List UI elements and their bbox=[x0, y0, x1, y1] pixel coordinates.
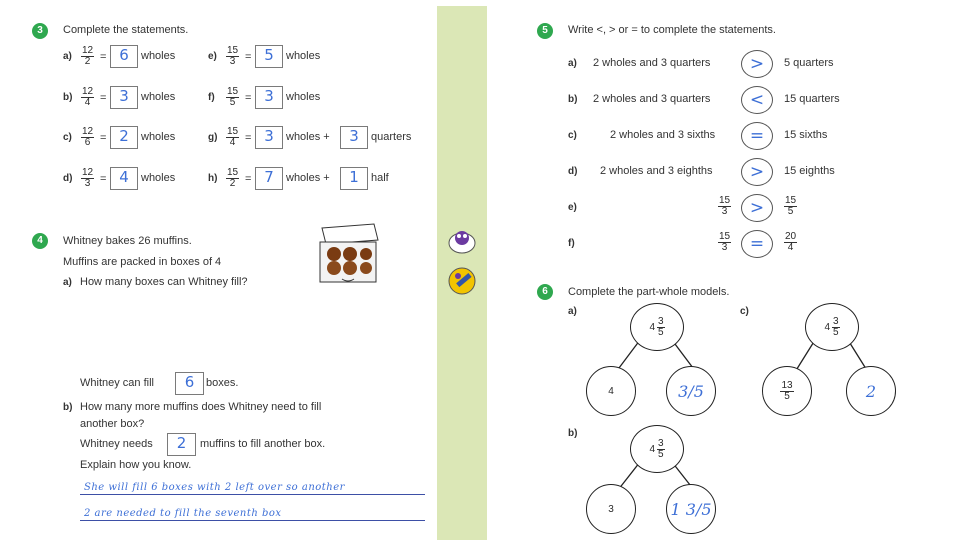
part-value: 3 bbox=[608, 503, 614, 515]
q3-item-letter: c) bbox=[63, 132, 72, 143]
q5-row-letter: d) bbox=[568, 166, 578, 177]
q3-fraction bbox=[81, 87, 94, 108]
whole-fraction bbox=[832, 317, 840, 338]
q3-answer-box[interactable]: 6 bbox=[110, 45, 138, 68]
equals-sign: = bbox=[100, 92, 107, 104]
equals-sign: = bbox=[245, 92, 252, 104]
q5-right-fraction-den: 4 bbox=[787, 242, 794, 253]
q4b-question2: another box? bbox=[80, 418, 145, 430]
part-value: 4 bbox=[608, 385, 614, 397]
q4-line2: Muffins are packed in boxes of 4 bbox=[63, 256, 222, 268]
q5-right-fraction bbox=[784, 196, 797, 217]
q5-left-fraction-den: 3 bbox=[721, 242, 728, 253]
q4b-question1: How many more muffins does Whitney need to fill bbox=[80, 401, 322, 413]
q3-fraction-num: 12 bbox=[82, 86, 94, 97]
q4-explain: Explain how you know. bbox=[80, 459, 192, 471]
q4-boxes-answer[interactable]: 6 bbox=[175, 372, 204, 395]
q3-fraction bbox=[81, 127, 94, 148]
q3-answer-box[interactable]: 7 bbox=[255, 167, 283, 190]
whole-fraction-num: 3 bbox=[658, 437, 664, 449]
part-fraction bbox=[780, 381, 793, 402]
q5-comparison-circle[interactable]: = bbox=[741, 122, 773, 150]
q5-left-expr: 2 wholes and 3 sixths bbox=[610, 129, 716, 141]
part-answer[interactable]: 2 bbox=[865, 381, 877, 401]
whole-circle bbox=[630, 303, 684, 351]
q5-left-fraction bbox=[718, 196, 731, 217]
part-circle-right[interactable] bbox=[666, 366, 716, 416]
q3-answer-box[interactable]: 3 bbox=[110, 86, 138, 109]
q3-unit-label: wholes bbox=[286, 50, 321, 62]
q5-comparison-circle[interactable]: < bbox=[741, 86, 773, 114]
whole-circle bbox=[630, 425, 684, 473]
q5-left-fraction bbox=[718, 232, 731, 253]
q5-right-expr: 15 quarters bbox=[784, 93, 840, 105]
part-circle-right[interactable] bbox=[846, 366, 896, 416]
equals-sign: = bbox=[245, 51, 252, 63]
q5-right-fraction-num: 15 bbox=[785, 195, 797, 206]
q3-item-letter: g) bbox=[208, 132, 218, 143]
question-badge-6: 6 bbox=[537, 284, 553, 300]
q5-left-fraction-num: 15 bbox=[719, 231, 731, 242]
q3-fraction bbox=[81, 168, 94, 189]
q3-fraction bbox=[226, 168, 239, 189]
q3-title: Complete the statements. bbox=[63, 24, 189, 36]
q4-fill-pre: Whitney can fill bbox=[80, 377, 154, 389]
q3-fraction-num: 12 bbox=[82, 167, 94, 178]
q6-model-letter: c) bbox=[740, 306, 749, 317]
part-fraction-num: 13 bbox=[781, 379, 793, 391]
q3-fraction bbox=[81, 46, 94, 67]
q3-fraction-num: 15 bbox=[227, 86, 239, 97]
q3-fraction bbox=[81, 127, 94, 148]
q3-unit-label: wholes bbox=[141, 172, 176, 184]
q3-unit-label: wholes bbox=[141, 91, 176, 103]
q3-fraction bbox=[226, 46, 239, 67]
q5-right-fraction bbox=[784, 232, 797, 253]
q5-left-expr: 2 wholes and 3 quarters bbox=[593, 57, 711, 69]
q5-right-fraction bbox=[784, 232, 797, 253]
q6-model-letter: b) bbox=[568, 428, 578, 439]
muffin-box-image bbox=[316, 222, 380, 288]
q3-fraction-num: 15 bbox=[227, 45, 239, 56]
equals-sign: = bbox=[245, 173, 252, 185]
q5-row-letter: c) bbox=[568, 130, 577, 141]
q3-item-letter: d) bbox=[63, 173, 73, 184]
q3-unit-label: wholes + bbox=[286, 172, 330, 184]
whole-fraction-num: 3 bbox=[658, 315, 664, 327]
q5-row-letter: e) bbox=[568, 202, 577, 213]
q5-row-letter: f) bbox=[568, 238, 575, 249]
q4-needs-answer[interactable]: 2 bbox=[167, 433, 196, 456]
q4-needs-post: muffins to fill another box. bbox=[200, 438, 326, 450]
q3-fraction-den: 2 bbox=[84, 56, 91, 67]
pencil-icon bbox=[447, 266, 477, 296]
q5-comparison-circle[interactable]: > bbox=[741, 194, 773, 222]
q5-right-fraction-num: 20 bbox=[785, 231, 797, 242]
q6-model-letter: a) bbox=[568, 306, 577, 317]
equals-sign: = bbox=[100, 173, 107, 185]
q4-line1: Whitney bakes 26 muffins. bbox=[63, 235, 192, 247]
q3-fraction bbox=[81, 168, 94, 189]
q3-answer-box[interactable]: 4 bbox=[110, 167, 138, 190]
q5-left-fraction bbox=[718, 232, 731, 253]
q5-left-fraction-den: 3 bbox=[721, 206, 728, 217]
q3-fraction bbox=[226, 46, 239, 67]
part-circle-left bbox=[762, 366, 812, 416]
q5-right-expr: 5 quarters bbox=[784, 57, 834, 69]
question-badge-5: 5 bbox=[537, 23, 553, 39]
equals-sign: = bbox=[245, 132, 252, 144]
q5-right-expr: 15 eighths bbox=[784, 165, 835, 177]
q3-item-letter: h) bbox=[208, 173, 218, 184]
q3-unit-label: wholes bbox=[141, 50, 176, 62]
q4a-question: How many boxes can Whitney fill? bbox=[80, 276, 248, 288]
part-circle-left bbox=[586, 484, 636, 534]
part-circle-right[interactable] bbox=[666, 484, 716, 534]
q3-unit-label-2: quarters bbox=[371, 131, 412, 143]
q3-fraction-den: 4 bbox=[84, 97, 91, 108]
q4b-letter: b) bbox=[63, 402, 73, 413]
q3-fraction-den: 4 bbox=[229, 137, 236, 148]
q3-unit-label: wholes bbox=[141, 131, 176, 143]
q3-fraction-den: 2 bbox=[229, 178, 236, 189]
q5-right-fraction-den: 5 bbox=[787, 206, 794, 217]
whole-circle bbox=[805, 303, 859, 351]
q3-item-letter: e) bbox=[208, 51, 217, 62]
part-answer[interactable]: 1 3/5 bbox=[670, 499, 712, 519]
q6-title: Complete the part-whole models. bbox=[568, 286, 730, 298]
q3-answer-box-2[interactable]: 1 bbox=[340, 167, 368, 190]
q3-fraction-num: 12 bbox=[82, 45, 94, 56]
q5-title: Write <, > or = to complete the statements. bbox=[568, 24, 776, 36]
whole-fraction bbox=[657, 317, 665, 338]
q3-fraction-num: 15 bbox=[227, 167, 239, 178]
q3-answer-box-2[interactable]: 3 bbox=[340, 126, 368, 149]
q5-left-expr: 2 wholes and 3 eighths bbox=[600, 165, 713, 177]
q5-left-fraction bbox=[718, 196, 731, 217]
q3-fraction-den: 6 bbox=[84, 137, 91, 148]
q3-fraction-den: 3 bbox=[84, 178, 91, 189]
q3-answer-box[interactable]: 3 bbox=[255, 86, 283, 109]
q3-fraction bbox=[226, 127, 239, 148]
q3-fraction bbox=[81, 46, 94, 67]
q5-comparison-circle[interactable]: > bbox=[741, 158, 773, 186]
whole-fraction-den: 5 bbox=[833, 326, 839, 338]
whole-fraction-num: 3 bbox=[833, 315, 839, 327]
q3-item-letter: a) bbox=[63, 51, 72, 62]
whole-fraction-den: 5 bbox=[658, 326, 664, 338]
q3-fraction-den: 5 bbox=[229, 97, 236, 108]
question-badge-3: 3 bbox=[32, 23, 48, 39]
whole-fraction-den: 5 bbox=[658, 448, 664, 460]
q4-fill-post: boxes. bbox=[206, 377, 239, 389]
q3-fraction-den: 3 bbox=[229, 56, 236, 67]
q3-fraction-num: 12 bbox=[82, 126, 94, 137]
q5-left-fraction-num: 15 bbox=[719, 195, 731, 206]
q5-row-letter: b) bbox=[568, 94, 578, 105]
part-fraction-den: 5 bbox=[784, 390, 790, 402]
q5-comparison-circle[interactable]: > bbox=[741, 50, 773, 78]
q3-item-letter: f) bbox=[208, 92, 215, 103]
q5-right-expr: 15 sixths bbox=[784, 129, 828, 141]
q4-needs-pre: Whitney needs bbox=[80, 438, 153, 450]
q3-fraction bbox=[226, 168, 239, 189]
thinking-icon bbox=[447, 225, 477, 255]
equals-sign: = bbox=[100, 132, 107, 144]
whole-integer: 4 bbox=[649, 321, 655, 333]
q3-answer-box[interactable]: 2 bbox=[110, 126, 138, 149]
equals-sign: = bbox=[100, 51, 107, 63]
q5-comparison-circle[interactable]: = bbox=[741, 230, 773, 258]
handwriting-line-2: 2 are needed to fill the seventh box bbox=[84, 508, 282, 519]
q3-fraction bbox=[81, 87, 94, 108]
q5-row-letter: a) bbox=[568, 58, 577, 69]
q5-left-expr: 2 wholes and 3 quarters bbox=[593, 93, 711, 105]
part-circle-left bbox=[586, 366, 636, 416]
answer-line-2 bbox=[80, 520, 425, 521]
q3-unit-label-2: half bbox=[371, 172, 389, 184]
whole-integer: 4 bbox=[649, 443, 655, 455]
q3-fraction-num: 15 bbox=[227, 126, 239, 137]
question-badge-4: 4 bbox=[32, 233, 48, 249]
q3-unit-label: wholes + bbox=[286, 131, 330, 143]
q5-right-fraction bbox=[784, 196, 797, 217]
q3-item-letter: b) bbox=[63, 92, 73, 103]
q3-unit-label: wholes bbox=[286, 91, 321, 103]
q3-answer-box[interactable]: 3 bbox=[255, 126, 283, 149]
part-answer[interactable]: 3/5 bbox=[678, 381, 704, 401]
q4a-letter: a) bbox=[63, 277, 72, 288]
q3-answer-box[interactable]: 5 bbox=[255, 45, 283, 68]
q3-fraction bbox=[226, 87, 239, 108]
answer-line-1 bbox=[80, 494, 425, 495]
handwriting-line-1: She will fill 6 boxes with 2 left over so another bbox=[84, 482, 345, 493]
whole-fraction bbox=[657, 439, 665, 460]
whole-integer: 4 bbox=[824, 321, 830, 333]
q3-fraction bbox=[226, 87, 239, 108]
q3-fraction bbox=[226, 127, 239, 148]
